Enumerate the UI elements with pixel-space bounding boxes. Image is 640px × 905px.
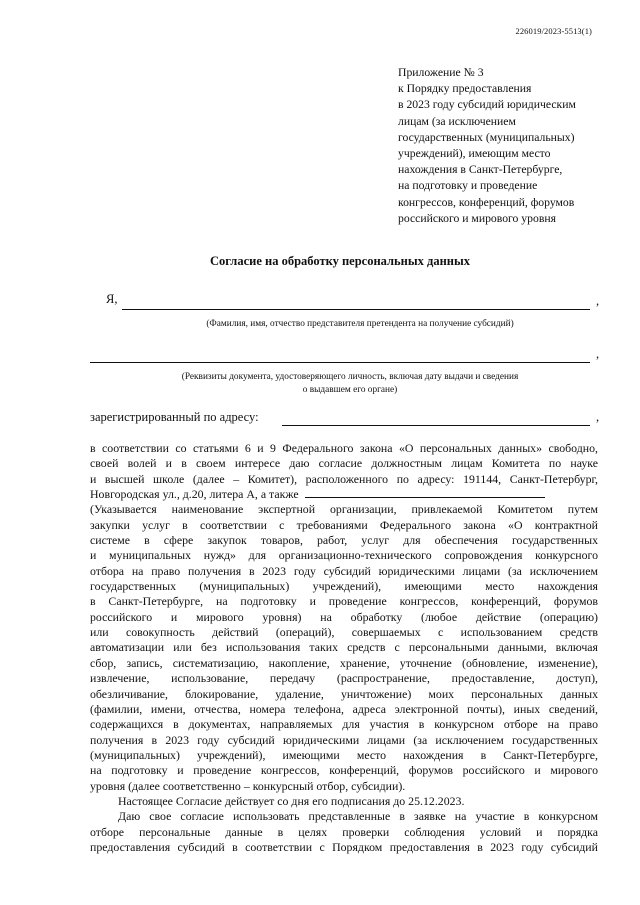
body-line: российского и мирового уровня) на обработку (любое действие (операцию) (90, 609, 598, 624)
body-line: обезличивание, блокирование, удаление, уничтожение) моих персональных данных (90, 686, 598, 701)
body-line: системе в сфере закупок товаров, работ, услуг для обеспечения государственных (90, 533, 598, 548)
body-line: закупки услуг в соответствии с требованиями Федерального закона «О контрактной (90, 517, 598, 532)
body-line: отбора на право получения в 2023 году субсидий юридическими лицами (за исключением (90, 563, 598, 578)
appendix-line: нахождения в Санкт-Петербурге, (398, 163, 563, 177)
name-caption: (Фамилия, имя, отчество представителя претендента на получение субсидий) (206, 319, 514, 329)
body-line: на подготовку и проведение конгрессов, конференций, форумов российского и мирового (90, 763, 598, 778)
appendix-line: государственных (муниципальных) (398, 130, 575, 144)
body-line: в соответствии со статьями 6 и 9 Федерального закона «О персональных данных» свободно, (90, 441, 598, 455)
body-line: получения в 2023 году субсидий юридическими лицами (за исключением государственных (90, 732, 598, 747)
i-label: Я, (106, 292, 118, 306)
validity-line: Настоящее Согласие действует со дня его подписания до 25.12.2023. (118, 793, 465, 808)
id-caption-line-1: (Реквизиты документа, удостоверяющего личность, включая дату выдачи и сведения (181, 372, 519, 382)
appendix-line: учреждений), имеющим место (398, 147, 551, 161)
body-text (90, 441, 598, 855)
name-comma: , (596, 294, 600, 308)
body-line: (Указывается наименование экспертной организации, привлекаемой Комитетом путем (90, 502, 598, 517)
appendix-block (398, 65, 620, 227)
body-line: и муниципальных нужд» для организационно-технического сопровождения конкурсного (90, 548, 598, 563)
consent-line: предоставления субсидий в соответствии с Порядком предоставления в 2023 году субсидий (90, 839, 598, 854)
expert-organization-field[interactable] (305, 497, 545, 498)
body-line: и высшей школе (далее – Комитет), расположенного по адресу: 191144, Санкт-Петербург, (90, 471, 598, 486)
appendix-line: российского и мирового уровня (398, 211, 556, 225)
appendix-line: лицам (за исключением (398, 114, 516, 128)
document-code: 226019/2023-5513(1) (515, 26, 592, 36)
appendix-line: Приложение № 3 (398, 66, 484, 79)
body-line: сбор, запись, систематизацию, накопление, хранение, уточнение (обновление, изменение), (90, 655, 598, 670)
body-line: уровня (далее соответственно – конкурсный отбор, субсидии). (90, 778, 406, 793)
body-line: содержащихся в документах, направляемых для участия в конкурсном отборе на право (90, 717, 598, 732)
consent-line: отборе персональные данные в целях проверки соблюдения условий и порядка (90, 824, 598, 839)
body-line: Новгородская ул., д.20, литера А, а также (90, 487, 299, 502)
body-line: или совокупность действий (операций), совершаемых с использованием средств (90, 625, 598, 640)
name-field[interactable] (122, 309, 590, 310)
appendix-line: в 2023 году субсидий юридическим (398, 98, 576, 112)
id-comma: , (596, 347, 600, 361)
body-line: автоматизации или без использования таких средств с персональными данными, включая (90, 640, 598, 655)
body-line: (муниципальных) учреждений), имеющими место нахождения в Санкт-Петербурге, (90, 747, 598, 762)
body-line: государственных (муниципальных) учреждений), имеющими место нахождения (90, 579, 598, 594)
body-line: в Санкт-Петербурге, на подготовку и проведение конгрессов, конференций, форумов (90, 594, 598, 609)
address-comma: , (596, 410, 600, 424)
body-line: своей волей и в своем интересе даю согласие должностным лицам Комитета по науке (90, 456, 598, 471)
id-caption-line-2: о выдавшем его органе) (302, 385, 398, 395)
appendix-line: к Порядку предоставления (398, 82, 532, 96)
body-line: извлечение, использование, передачу (распространение, предоставление, доступ), (90, 671, 598, 686)
body-line: (фамилии, имени, отчества, номера телефона, адреса электронной почты), иных сведений, (90, 701, 598, 716)
address-label: зарегистрированный по адресу: (90, 410, 259, 424)
id-document-field[interactable] (90, 362, 590, 363)
address-field[interactable] (282, 425, 590, 426)
appendix-line: конгрессов, конференций, форумов (398, 195, 575, 209)
body-line-with-field (90, 487, 598, 502)
consent-line: Даю свое согласие использовать представленные в заявке на участие в конкурсном (118, 809, 598, 824)
document-title: Согласие на обработку персональных данных (209, 254, 470, 268)
appendix-line: на подготовку и проведение (398, 179, 538, 193)
